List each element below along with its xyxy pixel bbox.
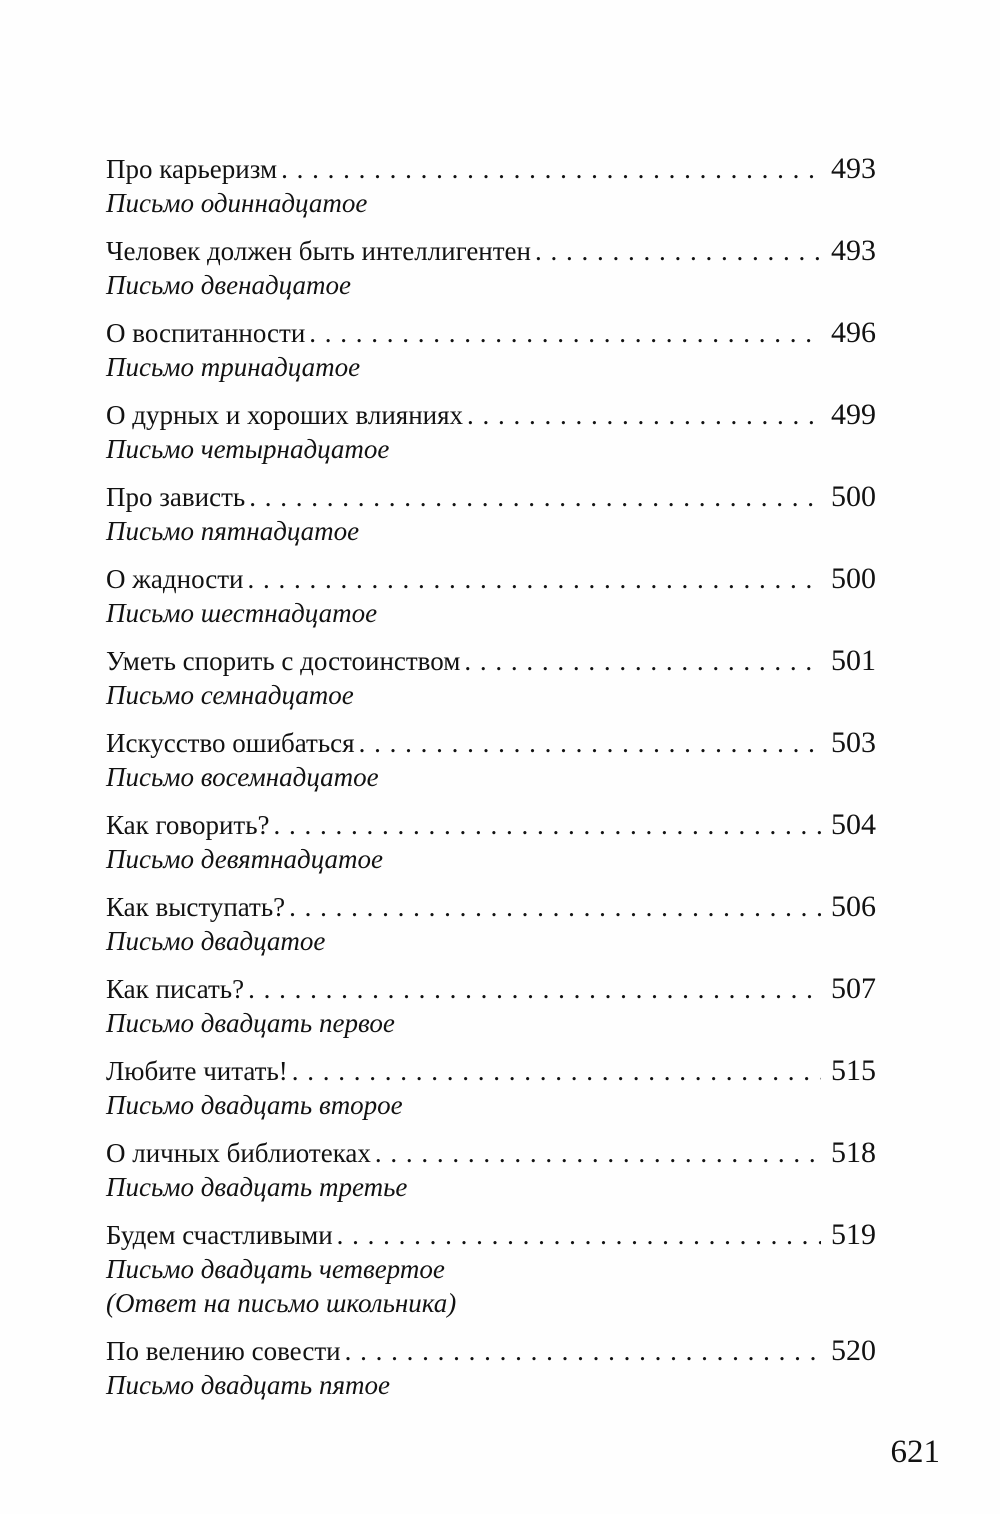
toc-entry-note: (Ответ на письмо школьника) (106, 1288, 457, 1318)
toc-entry-title: Про зависть (106, 482, 246, 512)
toc-leader-dots (464, 644, 821, 678)
toc-entry-title-line (106, 1218, 876, 1252)
toc-entry-title: По велению совести (106, 1336, 341, 1366)
toc-entry-subtitle: Письмо пятнадцатое (106, 516, 360, 546)
toc-entry-title: О воспитанности (106, 318, 306, 348)
toc-entry-title: Как писать? (106, 974, 245, 1004)
toc-entry-subtitle: Письмо девятнадцатое (106, 844, 384, 874)
toc-entry-title-line (106, 398, 876, 432)
toc-leader-dots (292, 1054, 821, 1088)
toc-entry (106, 972, 876, 1040)
toc-entry-page: 493 (831, 152, 876, 185)
toc-entry-title: Искусство ошибаться (106, 728, 355, 758)
toc-entry-title-line (106, 480, 876, 514)
toc-entry-subtitle: Письмо двадцать четвертое (106, 1254, 445, 1284)
toc-entry-title-line (106, 726, 876, 760)
toc-entry-page: 518 (831, 1136, 876, 1169)
toc-entry (106, 1054, 876, 1122)
toc-entry (106, 316, 876, 384)
toc-leader-dots (535, 234, 821, 268)
page-number-folio: 621 (890, 1434, 940, 1470)
toc-entry-title: Как говорить? (106, 810, 270, 840)
toc-entry-subtitle: Письмо двадцать пятое (106, 1370, 391, 1400)
toc-entry (106, 562, 876, 630)
toc-leader-dots (309, 316, 821, 350)
toc-entry-subtitle: Письмо двадцатое (106, 926, 326, 956)
toc-entry-title-line (106, 234, 876, 268)
toc-entry (106, 480, 876, 548)
table-of-contents (106, 152, 876, 1416)
toc-entry-title-line (106, 972, 876, 1006)
toc-entry-title-line (106, 562, 876, 596)
toc-entry-title: Любите читать! (106, 1056, 288, 1086)
toc-entry (106, 1136, 876, 1204)
toc-entry-title: О жадности (106, 564, 244, 594)
toc-entry-title: Про карьеризм (106, 154, 278, 184)
toc-leader-dots (467, 398, 821, 432)
toc-entry-title-line (106, 152, 876, 186)
toc-entry-title: О дурных и хороших влияниях (106, 400, 464, 430)
toc-entry-title: О личных библиотеках (106, 1138, 371, 1168)
toc-entry-page: 515 (831, 1054, 876, 1087)
toc-entry-title-line (106, 890, 876, 924)
toc-entry-page: 519 (831, 1218, 876, 1251)
toc-entry (106, 726, 876, 794)
toc-leader-dots (249, 480, 821, 514)
toc-leader-dots (281, 152, 821, 186)
toc-entry (106, 1334, 876, 1402)
toc-entry-page: 501 (831, 644, 876, 677)
toc-entry-subtitle: Письмо восемнадцатое (106, 762, 379, 792)
toc-entry (106, 890, 876, 958)
toc-entry-subtitle: Письмо семнадцатое (106, 680, 354, 710)
toc-entry (106, 1218, 876, 1320)
toc-entry-page: 500 (831, 480, 876, 513)
toc-entry-title: Уметь спорить с достоинством (106, 646, 461, 676)
toc-entry-page: 520 (831, 1334, 876, 1367)
toc-entry (106, 234, 876, 302)
toc-leader-dots (337, 1218, 821, 1252)
toc-entry-page: 503 (831, 726, 876, 759)
toc-entry-page: 500 (831, 562, 876, 595)
toc-entry (106, 152, 876, 220)
toc-leader-dots (359, 726, 821, 760)
toc-entry-title: Как выступать? (106, 892, 286, 922)
toc-entry-subtitle: Письмо тринадцатое (106, 352, 361, 382)
toc-entry-title-line (106, 1054, 876, 1088)
toc-entry-subtitle: Письмо четырнадцатое (106, 434, 390, 464)
toc-leader-dots (248, 972, 821, 1006)
toc-entry-title-line (106, 316, 876, 350)
toc-entry-page: 499 (831, 398, 876, 431)
toc-entry-page: 504 (831, 808, 876, 841)
toc-entry-subtitle: Письмо шестнадцатое (106, 598, 378, 628)
toc-leader-dots (289, 890, 821, 924)
toc-entry-subtitle: Письмо одиннадцатое (106, 188, 368, 218)
toc-leader-dots (274, 808, 821, 842)
toc-entry-page: 507 (831, 972, 876, 1005)
toc-entry-title-line (106, 644, 876, 678)
toc-entry (106, 644, 876, 712)
toc-entry-page: 506 (831, 890, 876, 923)
toc-entry-page: 493 (831, 234, 876, 267)
toc-entry-title-line (106, 808, 876, 842)
toc-entry (106, 808, 876, 876)
toc-entry-page: 496 (831, 316, 876, 349)
toc-entry-title: Будем счастливыми (106, 1220, 333, 1250)
toc-leader-dots (375, 1136, 821, 1170)
toc-entry (106, 398, 876, 466)
toc-entry-subtitle: Письмо двенадцатое (106, 270, 351, 300)
toc-entry-title-line (106, 1334, 876, 1368)
toc-leader-dots (345, 1334, 821, 1368)
toc-entry-title-line (106, 1136, 876, 1170)
toc-entry-subtitle: Письмо двадцать третье (106, 1172, 408, 1202)
toc-entry-subtitle: Письмо двадцать первое (106, 1008, 395, 1038)
toc-leader-dots (247, 562, 821, 596)
toc-entry-title: Человек должен быть интеллигентен (106, 236, 531, 266)
toc-entry-subtitle: Письмо двадцать второе (106, 1090, 403, 1120)
